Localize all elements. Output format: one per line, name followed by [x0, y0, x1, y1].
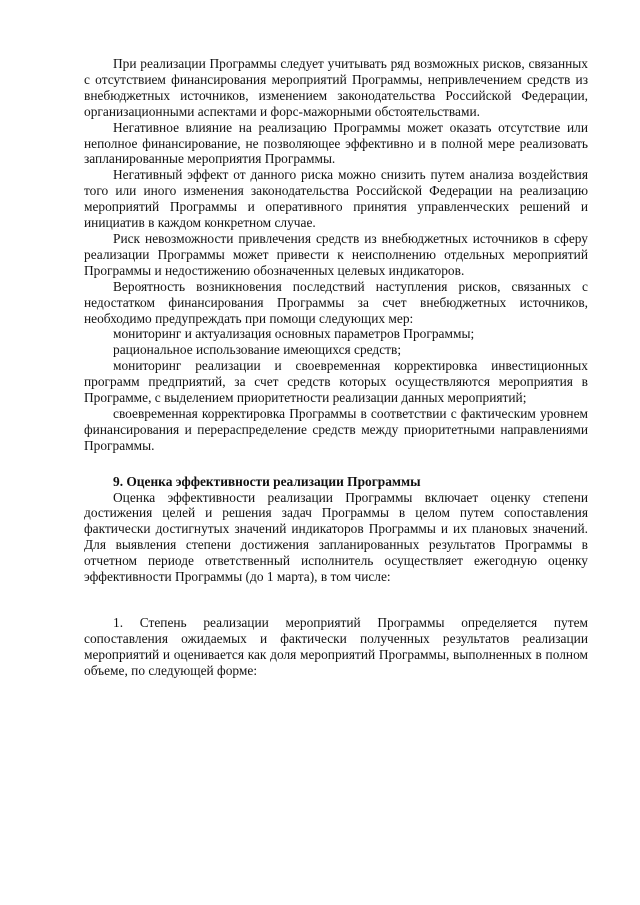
section-heading: 9. Оценка эффективности реализации Программы: [113, 473, 421, 489]
measure-item: мониторинг реализации и своевременная корректировка инвестиционных программ предприятий, за счет средств которых осуществляются мероприятия в Программе, с выделением приоритетности реализации данных мероприятий;: [84, 358, 588, 406]
section-spacer: [84, 454, 588, 474]
paragraph-probability: Вероятность возникновения последствий наступления рисков, связанных с недостатком финансирования Программы за счет внебюджетных источников, необходимо предупреждать при помощи следующих мер:: [84, 278, 588, 326]
measure-item: своевременная корректировка Программы в соответствии с фактическим уровнем финансирования и перераспределение средств между приоритетными направлениями Программы.: [84, 405, 588, 453]
measure-item: мониторинг и актуализация основных параметров Программы;: [113, 326, 475, 342]
paragraph-negative-influence: Негативное влияние на реализацию Программы может оказать отсутствие или неполное финансирование, не позволяющее эффективно и в полной мере реализовать запланированные мероприятия Программы.: [84, 119, 588, 167]
paragraph-negative-effect: Негативный эффект от данного риска можно снизить путем анализа воздействия того или иного изменения законодательства Российской Федерации на реализацию мероприятий Программы и оперативного принятия управленческих решений и инициатив в каждом конкретном случае.: [84, 167, 588, 231]
document-page: [84, 56, 588, 679]
measure-item: рациональное использование имеющихся средств;: [113, 342, 402, 358]
paragraph-extrabudget-risk: Риск невозможности привлечения средств из внебюджетных источников в сферу реализации Программы может привести к неисполнению отдельных мероприятий Программы и недостижению обозначенных целевых индикаторов.: [84, 230, 588, 278]
paragraph-point-1: 1. Степень реализации мероприятий Программы определяется путем сопоставления ожидаемых и фактически полученных результатов реализации мероприятий и оценивается как доля мероприятий Программы, выполненных в полном объеме, по следующей форме:: [84, 615, 588, 678]
paragraph-spacer: [84, 585, 588, 615]
paragraph-risks-intro: При реализации Программы следует учитывать ряд возможных рисков, связанных с отсутствием финансирования мероприятий Программы, непривлечением средств из внебюджетных источников, изменением законодательства Российской Федерации, организационными аспектами и форс-мажорными обстоятельствами.: [84, 56, 588, 119]
paragraph-evaluation: Оценка эффективности реализации Программы включает оценку степени достижения целей и решения задач Программы в целом путем сопоставления фактически достигнутых значений индикаторов Программы и их плановых значений. Для выявления степени достижения запланированных результатов Программы в отчетном периоде ответственный исполнитель осуществляет ежегодную оценку эффективности Программы (до 1 марта), в том числе:: [84, 489, 588, 585]
